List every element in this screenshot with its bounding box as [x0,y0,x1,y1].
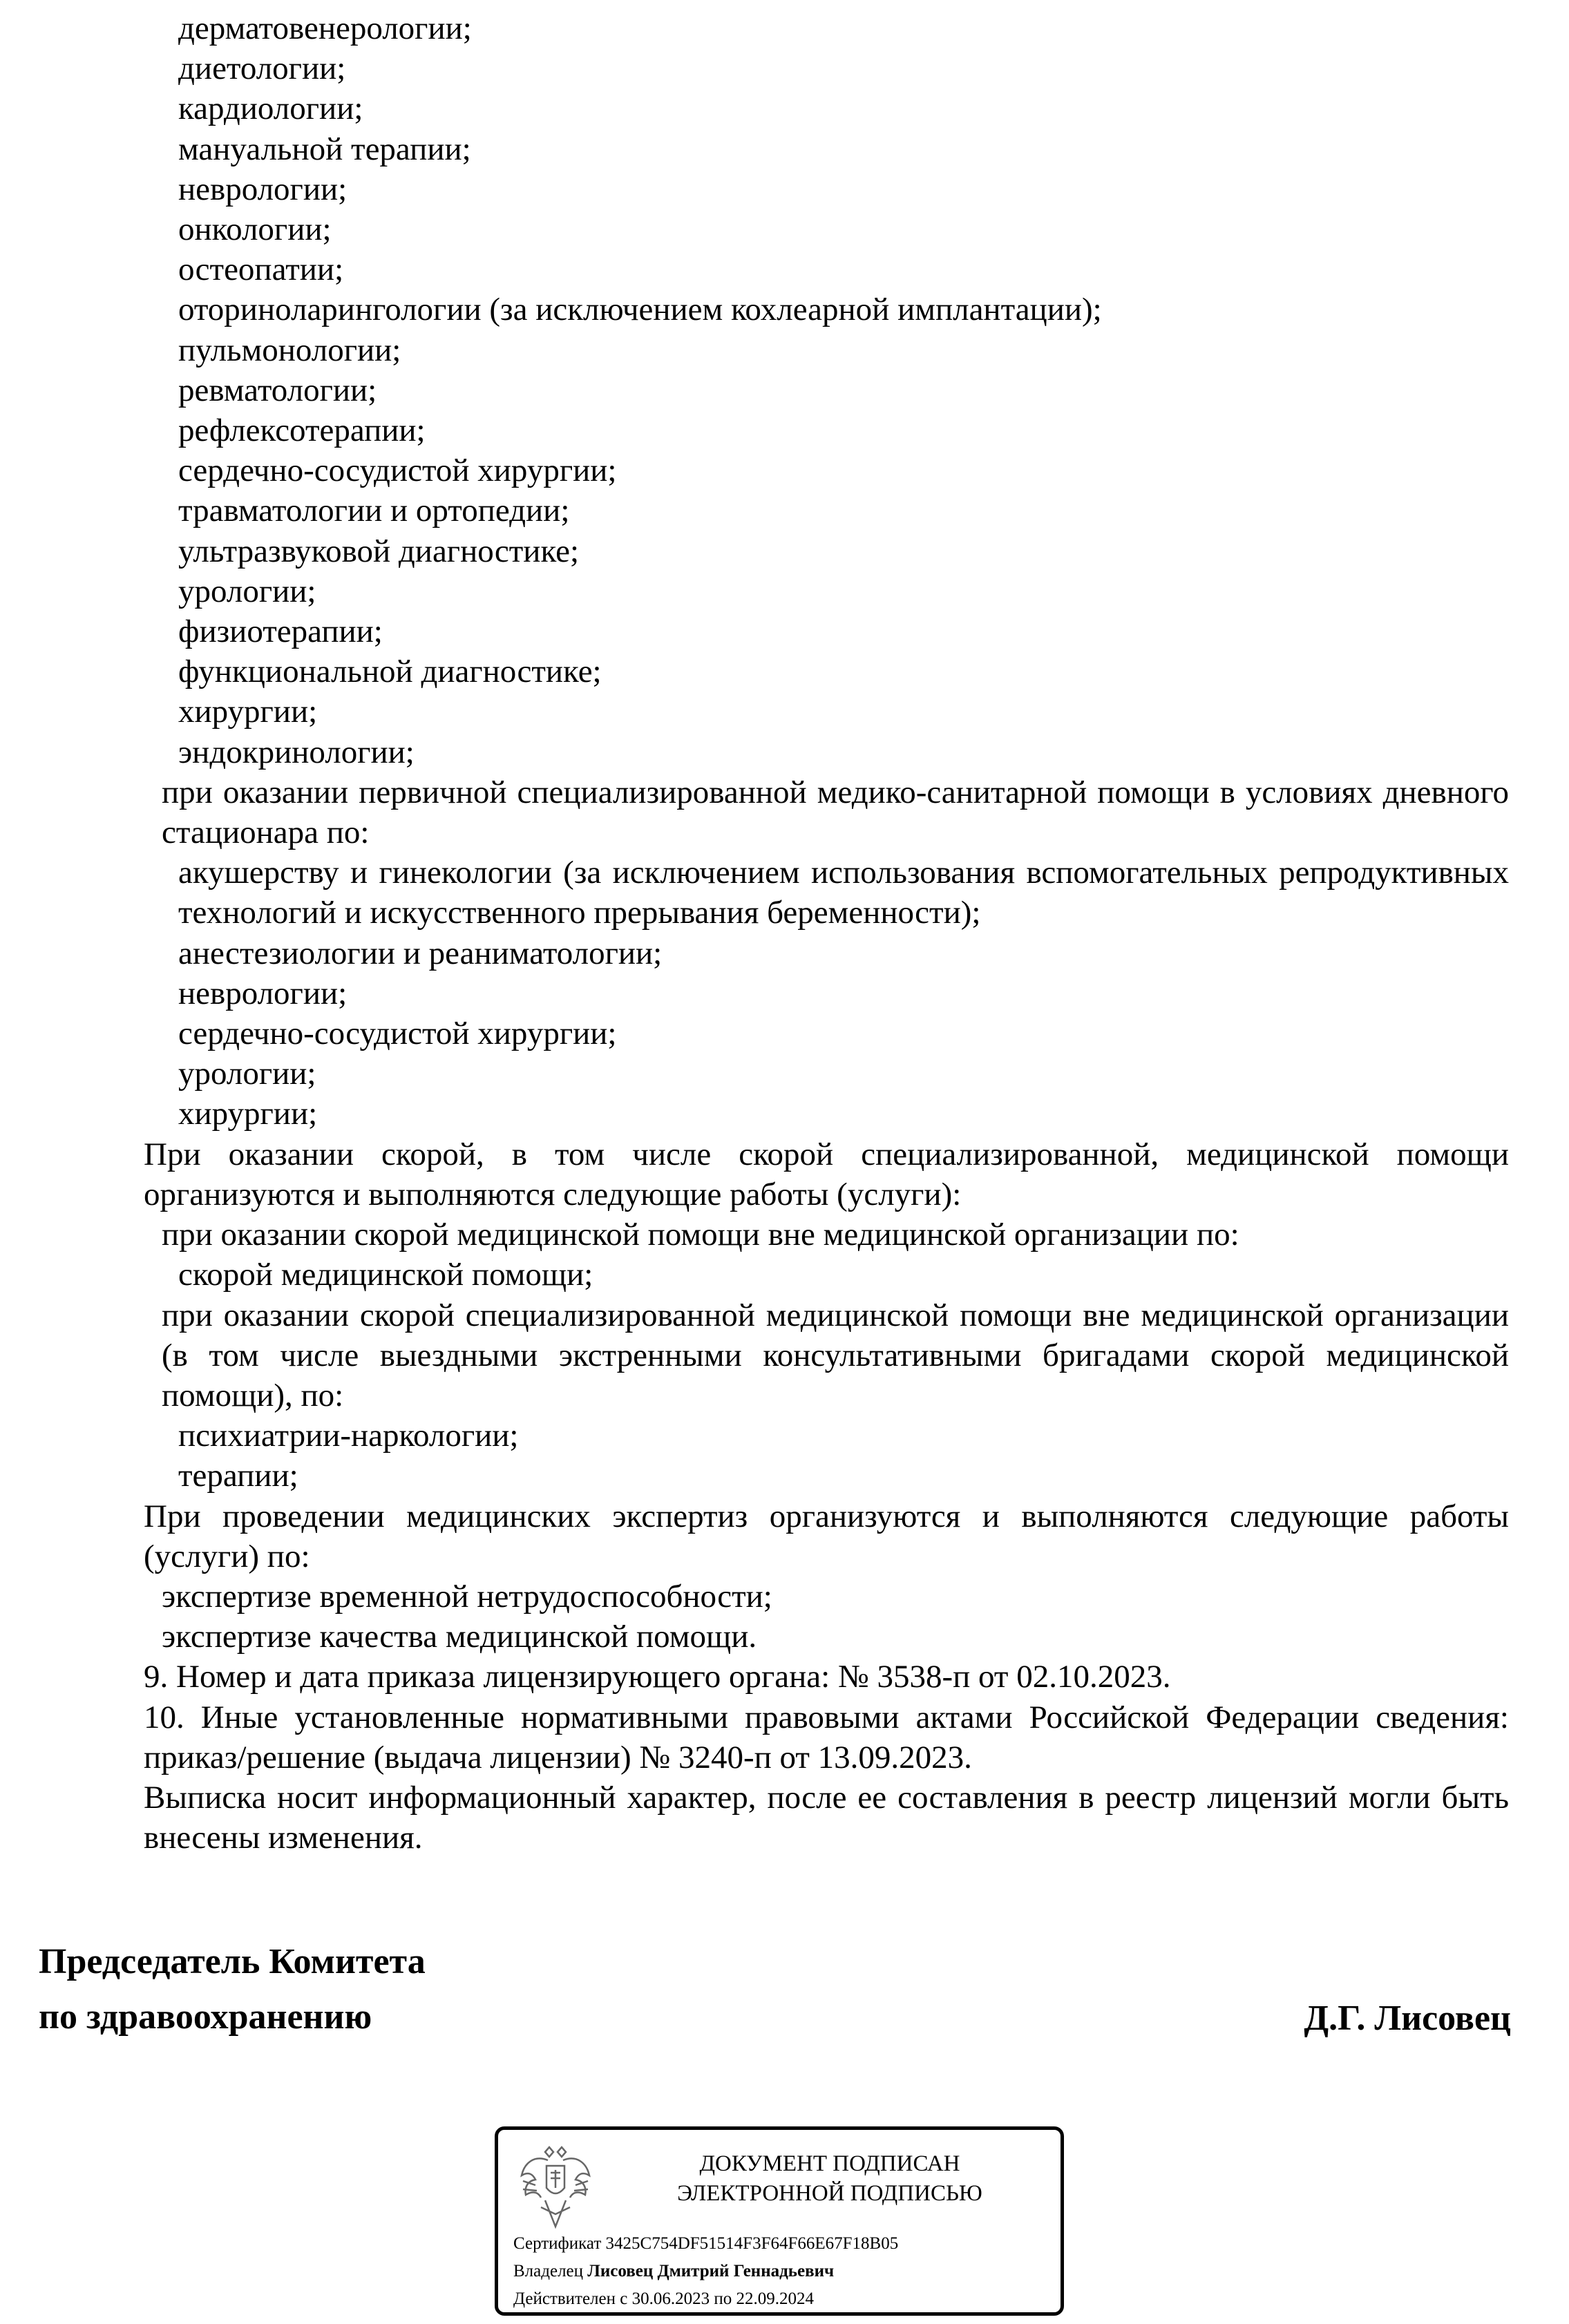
paragraph: оториноларингологии (за исключением кохлеарной имплантации); [178,292,1102,328]
paragraph: ультразвуковой диагностике; [178,533,580,569]
stamp-heading [616,2149,1044,2209]
paragraph: при оказании скорой медицинской помощи вне медицинской организации по: [162,1217,1239,1253]
paragraph: психиатрии-наркологии; [178,1418,519,1454]
stamp-certificate-label: Сертификат [513,2234,602,2253]
paragraph: неврологии; [178,975,348,1011]
paragraph: остеопатии; [178,251,344,288]
document-body [61,8,1509,1858]
coat-of-arms-icon [517,2145,593,2229]
paragraph: неврологии; [178,171,348,207]
paragraph: экспертизе временной нетрудоспособности; [162,1578,772,1615]
paragraph: сердечно-сосудистой хирургии; [178,1016,617,1052]
paragraph: 10. Иные установленные нормативными правовыми актами Российской Федерации сведения: приказ/решение (выдача лицензии) № 3240-п от 13.09.2023. [144,1699,1509,1775]
paragraph: хирургии; [178,694,318,730]
electronic-signature-stamp [495,2126,1064,2316]
stamp-heading-line2: ЭЛЕКТРОННОЙ ПОДПИСЬЮ [677,2181,982,2206]
paragraph: функциональной диагностике; [178,654,602,690]
stamp-owner-label: Владелец [513,2262,584,2280]
paragraph: кардиологии; [178,91,363,127]
paragraph: При проведении медицинских экспертиз организуются и выполняются следующие работы (услуги) по: [144,1498,1509,1574]
paragraph: мануальной терапии; [178,131,471,167]
paragraph: скорой медицинской помощи; [178,1257,593,1293]
paragraph: урологии; [178,573,316,609]
paragraph: при оказании первичной специализированной медико-санитарной помощи в условиях дневного стационара по: [162,774,1509,851]
paragraph: анестезиологии и реаниматологии; [178,935,663,971]
paragraph: Выписка носит информационный характер, после ее составления в реестр лицензий могли быть внесены изменения. [144,1779,1509,1856]
paragraph: При оказании скорой, в том числе скорой специализированной, медицинской помощи организуются и выполняются следующие работы (услуги): [144,1136,1509,1212]
paragraph: пульмонологии; [178,332,401,368]
paragraph: диетологии; [178,50,346,87]
stamp-owner-name: Лисовец Дмитрий Геннадьевич [587,2262,835,2280]
stamp-owner [513,2261,834,2282]
paragraph: сердечно-сосудистой хирургии; [178,453,617,489]
signatory-title-line2: по здравоохранению [39,1997,372,2037]
paragraph: эндокринологии; [178,734,415,770]
stamp-heading-line1: ДОКУМЕНТ ПОДПИСАН [699,2151,960,2176]
paragraph: травматологии и ортопедии; [178,493,570,529]
paragraph: терапии; [178,1458,298,1494]
stamp-certificate [513,2233,898,2254]
stamp-certificate-number: 3425C754DF51514F3F64F66E67F18B05 [605,2234,899,2253]
paragraph: рефлексотерапии; [178,412,426,449]
paragraph: онкологии; [178,211,332,248]
signatory-name: Д.Г. Лисовец [1304,1999,1511,2038]
stamp-validity: Действителен с 30.06.2023 по 22.09.2024 [513,2289,814,2308]
paragraph: экспертизе качества медицинской помощи. [162,1619,757,1655]
paragraph: урологии; [178,1056,316,1092]
paragraph: при оказании скорой специализированной медицинской помощи вне медицинской организации (в том числе выездными экстренными консультативными бригадами скорой медицинской помощи), по: [162,1297,1509,1413]
paragraph: ревматологии; [178,372,377,408]
paragraph: хирургии; [178,1096,318,1132]
paragraph: дерматовенерологии; [178,10,472,46]
signatory-title [39,1934,426,2045]
paragraph: акушерству и гинекологии (за исключением использования вспомогательных репродуктивных технологий и искусственного прерывания беременности); [178,855,1509,931]
paragraph: 9. Номер и дата приказа лицензирующего органа: № 3538-п от 02.10.2023. [144,1659,1171,1695]
paragraph: физиотерапии; [178,613,383,650]
signatory-title-line1: Председатель Комитета [39,1942,426,1981]
